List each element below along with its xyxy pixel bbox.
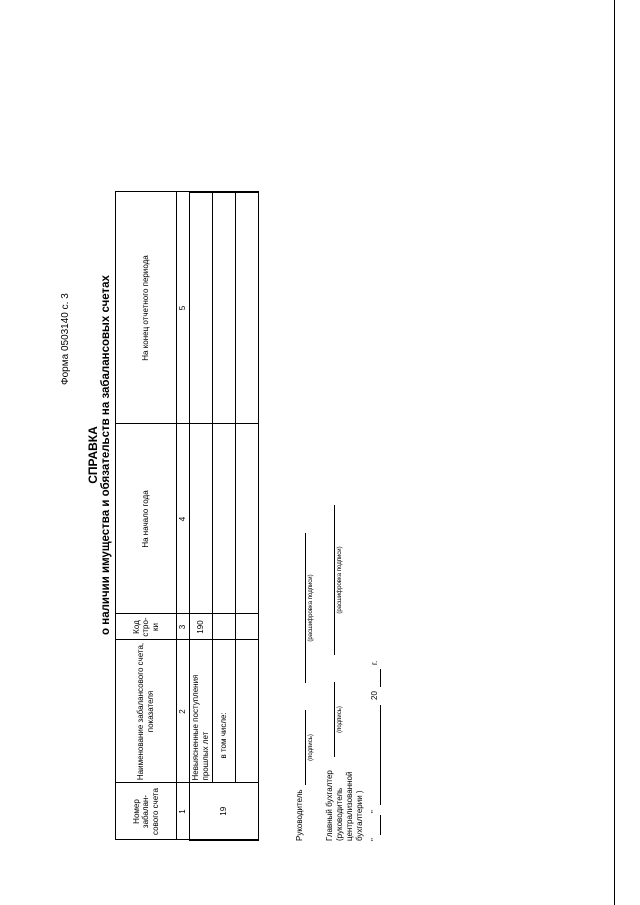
table-row xyxy=(236,192,259,840)
accountant-decoding-line xyxy=(334,505,335,655)
account-number-cell: 19 xyxy=(190,783,259,840)
period-end-cell xyxy=(190,192,213,424)
page-edge-rule xyxy=(614,0,615,905)
head-decoding-caption: (расшифровка подписи) xyxy=(308,574,314,642)
accountant-label: Главный бухгалтер xyxy=(325,770,334,841)
document-title: СПРАВКА xyxy=(86,426,100,484)
column-number: 2 xyxy=(177,640,190,783)
offbalance-table xyxy=(115,191,259,841)
date-month-line xyxy=(380,705,381,805)
date-year-prefix: 20 xyxy=(370,691,379,700)
form-reference: Форма 0503140 с. 3 xyxy=(60,293,71,385)
table-header-row xyxy=(116,192,177,840)
column-number: 3 xyxy=(177,614,190,640)
header-account-number: Номер забалан-сового счета xyxy=(116,783,177,840)
head-label: Руководитель xyxy=(295,789,304,841)
column-number: 1 xyxy=(177,783,190,840)
table-row xyxy=(213,192,236,840)
date-year-line xyxy=(380,669,381,687)
period-end-cell xyxy=(213,192,236,424)
account-name-cell xyxy=(236,640,259,783)
line-code-cell: 190 xyxy=(190,614,213,640)
header-line-code: Код стро-ки xyxy=(116,614,177,640)
accountant-signature-line xyxy=(334,682,335,757)
account-name-cell: Невыясненные поступления прошлых лет xyxy=(190,640,213,783)
header-account-name: Наименование забалансового счета, показателя xyxy=(116,640,177,783)
header-year-start: На начало года xyxy=(116,424,177,614)
document-subtitle: о наличии имущества и обязательств на забалансовых счетах xyxy=(100,275,112,635)
year-start-cell xyxy=(236,424,259,614)
date-open-quote: " xyxy=(370,838,379,841)
accountant-signature-caption: (подпись) xyxy=(337,706,343,733)
column-number-row xyxy=(177,192,190,840)
account-name-cell: в том числе: xyxy=(213,640,236,783)
line-code-cell xyxy=(236,614,259,640)
head-signature-line xyxy=(305,710,306,785)
year-start-cell xyxy=(213,424,236,614)
date-close-quote: " xyxy=(370,810,379,813)
accountant-decoding-caption: (расшифровка подписи) xyxy=(337,546,343,614)
table-row xyxy=(190,192,213,840)
year-start-cell xyxy=(190,424,213,614)
period-end-cell xyxy=(236,192,259,424)
accountant-label-3: централизованной xyxy=(345,771,354,841)
header-period-end: На конец отчетного периода xyxy=(116,192,177,424)
date-day-line xyxy=(380,815,381,835)
head-decoding-line xyxy=(305,533,306,683)
accountant-label-4: бухгалтерии ) xyxy=(355,790,364,841)
column-number: 4 xyxy=(177,424,190,614)
head-signature-caption: (подпись) xyxy=(308,734,314,761)
line-code-cell xyxy=(213,614,236,640)
column-number: 5 xyxy=(177,192,190,424)
date-year-suffix: г. xyxy=(370,660,379,665)
accountant-label-2: (руководитель xyxy=(335,787,344,841)
